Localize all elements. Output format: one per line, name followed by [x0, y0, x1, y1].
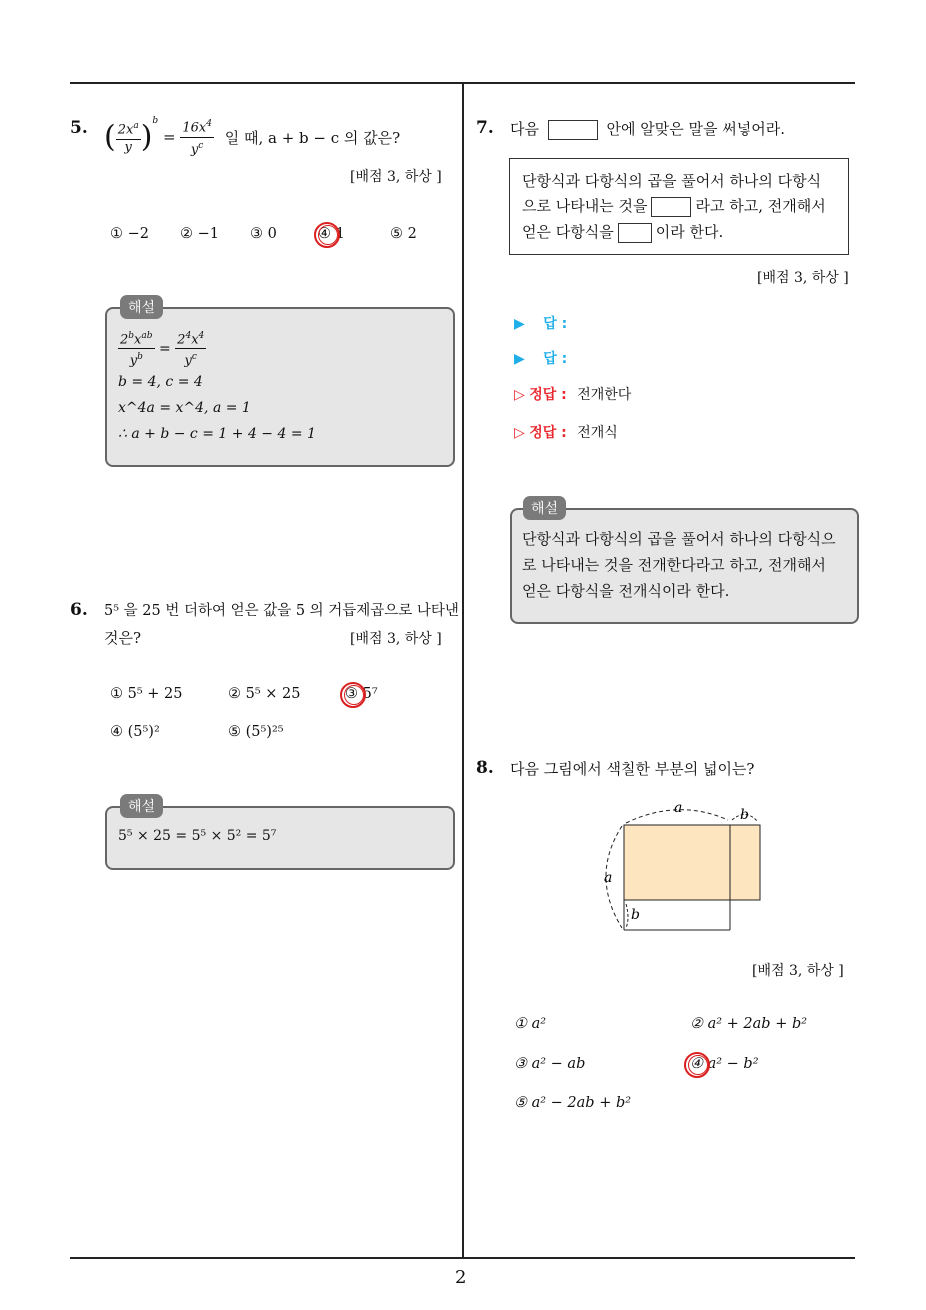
fig-label-b-bottom: b — [631, 907, 640, 923]
play-icon: ▶ — [514, 316, 525, 332]
q7-blank-2[interactable] — [618, 223, 652, 243]
q5-score: [배점 3, 하상 ] — [350, 169, 442, 185]
q7-question: 다음 안에 알맞은 말을 써넣어라. — [510, 120, 786, 138]
q7-explain-line3: 얻은 다항식을 전개식이라 한다. — [522, 582, 730, 600]
fig-label-a-top: a — [674, 800, 683, 816]
play-icon: ▶ — [514, 351, 525, 367]
q7-number: 7. — [476, 118, 494, 138]
q5-explain-line2: b = 4, c = 4 — [118, 374, 203, 390]
q5-explain-line4: ∴ a + b − c = 1 + 4 − 4 = 1 — [118, 426, 316, 442]
q7-blank-1[interactable] — [651, 197, 691, 217]
q6-choice-1[interactable]: ① 5⁵ + 25 — [110, 686, 183, 702]
q8-question: 다음 그림에서 색칠한 부분의 넓이는? — [510, 760, 755, 778]
q6-choice-5[interactable]: ⑤ (5⁵)²⁵ — [228, 724, 284, 740]
q6-question-line2: 것은? — [104, 629, 142, 647]
q6-choice-3[interactable]: ③ 5⁷ — [345, 686, 378, 702]
q6-question-line1: 5⁵ 을 25 번 더하여 얻은 값을 5 의 거듭제곱으로 나타낸 — [104, 603, 459, 619]
q7-score: [배점 3, 하상 ] — [757, 270, 849, 286]
q6-score: [배점 3, 하상 ] — [350, 631, 442, 647]
column-divider — [462, 83, 464, 1258]
q5-answer-mark — [314, 222, 340, 248]
triangle-outline-icon: ▷ — [514, 425, 525, 441]
q7-blank-box — [548, 120, 598, 140]
q8-choice-2[interactable]: ② a² + 2ab + b² — [690, 1016, 808, 1032]
page-number: 2 — [455, 1267, 467, 1288]
fig-label-a-left: a — [604, 870, 613, 886]
q5-number: 5. — [70, 118, 88, 138]
q7-box-line3: 얻은 다항식을 이라 한다. — [522, 223, 724, 241]
q8-choice-5[interactable]: ⑤ a² − 2ab + b² — [514, 1095, 632, 1111]
q7-answer-row-2: ▶ 답 : — [514, 351, 568, 367]
q7-explanation-tag: 해설 — [523, 496, 566, 520]
q7-box-line2: 으로 나타내는 것을 라고 하고, 전개해서 — [522, 197, 826, 215]
q8-choice-4[interactable]: ④ a² − b² — [690, 1056, 759, 1072]
q5-choice-1[interactable]: ① −2 — [110, 226, 149, 242]
q7-explain-line2: 로 나타내는 것을 전개한다라고 하고, 전개해서 — [522, 556, 826, 574]
q7-box-line1: 단항식과 다항식의 곱을 풀어서 하나의 다항식 — [522, 172, 822, 190]
q8-answer-mark — [684, 1052, 710, 1078]
q8-number: 8. — [476, 758, 494, 778]
q7-correct-row-1: ▷ 정답 : 전개한다 — [514, 387, 632, 403]
q6-choice-4[interactable]: ④ (5⁵)² — [110, 724, 160, 740]
q7-answer-row-1: ▶ 답 : — [514, 316, 568, 332]
q5-choice-4[interactable]: ④ 1 — [318, 226, 345, 242]
q6-number: 6. — [70, 600, 88, 620]
q6-choice-2[interactable]: ② 5⁵ × 25 — [228, 686, 301, 702]
q5-choice-5[interactable]: ⑤ 2 — [390, 226, 417, 242]
q8-figure — [590, 796, 780, 941]
q6-explain-line: 5⁵ × 25 = 5⁵ × 5² = 5⁷ — [118, 828, 277, 844]
q5-choice-2[interactable]: ② −1 — [180, 226, 219, 242]
q6-answer-mark — [340, 682, 366, 708]
triangle-outline-icon: ▷ — [514, 387, 525, 403]
shaded-region — [624, 825, 760, 900]
q7-correct-row-2: ▷ 정답 : 전개식 — [514, 425, 618, 441]
q5-explain-line1: $\frac{2^bx^{ab}}{y^b}$ = $\frac{2^4x^4}{y^c}$ — [118, 328, 206, 370]
q5-question: ( $\frac{2x^a}{y}$ )$^b$ = $\frac{16x^4}{y^c}$ 일 때, a + b − c 의 값은? — [104, 116, 401, 157]
q5-explain-line3: x^4a = x^4, a = 1 — [118, 400, 251, 416]
q5-explanation-tag: 해설 — [120, 295, 163, 319]
q7-explain-line1: 단항식과 다항식의 곱을 풀어서 하나의 다항식으 — [522, 530, 836, 548]
q6-explanation-tag: 해설 — [120, 794, 163, 818]
q8-score: [배점 3, 하상 ] — [752, 963, 844, 979]
q5-choice-3[interactable]: ③ 0 — [250, 226, 277, 242]
fig-label-b-top: b — [740, 807, 749, 823]
q8-choice-3[interactable]: ③ a² − ab — [514, 1056, 586, 1072]
q8-choice-1[interactable]: ① a² — [514, 1016, 547, 1032]
